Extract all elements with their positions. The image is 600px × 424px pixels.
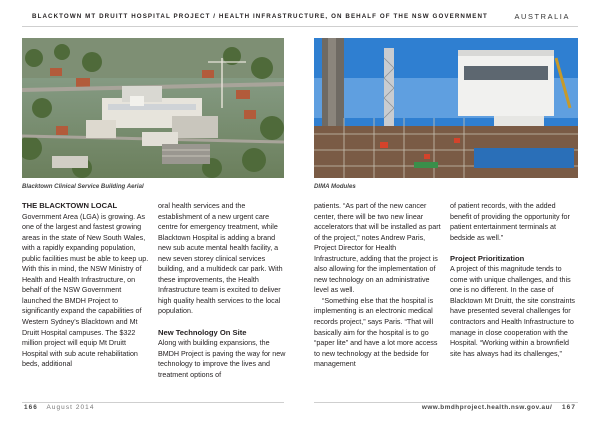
text-column-1	[22, 201, 150, 370]
footer-divider-right	[314, 402, 578, 403]
section-lead-heading: THE BLACKTOWN LOCAL	[22, 201, 118, 210]
paragraph: Government Area (LGA) is growing. As one of the largest and fastest growing areas in the state of New South Wales, with a rapidly expanding population, public facilities must be able to keep up. With this in mind, the NSW Ministry of Health and Health Infrastructure, on behalf of the NSW Government launched the BMDH Project to significantly expand the capabilities of Western Sydney's Blacktown and Mt Druitt Hospital campuses. The $322 million project will equip Mt Druitt Hospital with sub acute rehabilitation beds, additional	[22, 212, 149, 369]
paragraph: patients. “As part of the new cancer center, there will be two new linear accelerators that will be installed as part of the project,” notes Andrew Paris, Project Director for Health Infrastructure, adding that the project is also allowing for the implementation of new technology on an administrative level as well.	[314, 202, 441, 295]
issue-date: August 2014	[46, 404, 95, 411]
footer-right	[422, 404, 576, 411]
header-title: BLACKTOWN MT DRUITT HOSPITAL PROJECT / HEALTH INFRASTRUCTURE, ON BEHALF OF THE NSW GOVERNMENT	[32, 13, 488, 20]
section-heading-new-technology: New Technology On Site	[158, 327, 247, 337]
photo-caption-modules: DIMA Modules	[314, 183, 356, 190]
section-heading-project-prioritization: Project Prioritization	[450, 253, 525, 263]
photo-caption-aerial: Blacktown Clinical Service Building Aerial	[22, 183, 144, 190]
text-column-3	[314, 201, 442, 370]
paragraph: of patient records, with the added benefit of providing the opportunity for patient entertainment terminals at bedside as well.”	[450, 202, 570, 242]
paragraph: “Something else that the hospital is implementing is an electronic medical records project,” says Paris. “That will basically aim for the hospital is to go “paper lite” and have a lot more access to new technology at the bedside for management	[314, 296, 438, 369]
running-header	[22, 12, 578, 24]
aerial-photo	[22, 38, 284, 178]
page-number-right: 167	[562, 404, 576, 411]
paragraph: Along with building expansions, the BMDH Project is paving the way for new technology to improve the lives and treatment options of	[158, 339, 286, 379]
header-divider	[22, 26, 578, 27]
project-url[interactable]: www.bmdhproject.health.nsw.gov.au/	[421, 404, 553, 411]
paragraph: A project of this magnitude tends to come with unique challenges, and this one is no different. In the case of Blacktown Mt Druitt, the site constraints have presented several challenges for contractors and Health Infrastructure to manage in close cooperation with the Hospital. “Working within a brownfield site has always had its challenges,”	[450, 265, 576, 358]
page-number-left: 166	[24, 404, 38, 411]
construction-photo	[314, 38, 578, 178]
header-country: AUSTRALIA	[514, 12, 570, 21]
text-column-4	[450, 201, 578, 359]
footer-divider-left	[22, 402, 284, 403]
footer-left	[24, 404, 95, 411]
text-column-2	[158, 201, 286, 380]
paragraph: oral health services and the establishment of a new urgent care centre for emergency treatment, while Blacktown Hospital is adding a brand new sub acute mental health facility, a new seven storey clinical services building, and a multideck car park. With these improvements, the Health Infrastructure team is excited to deliver high quality health services to the local population.	[158, 202, 283, 316]
